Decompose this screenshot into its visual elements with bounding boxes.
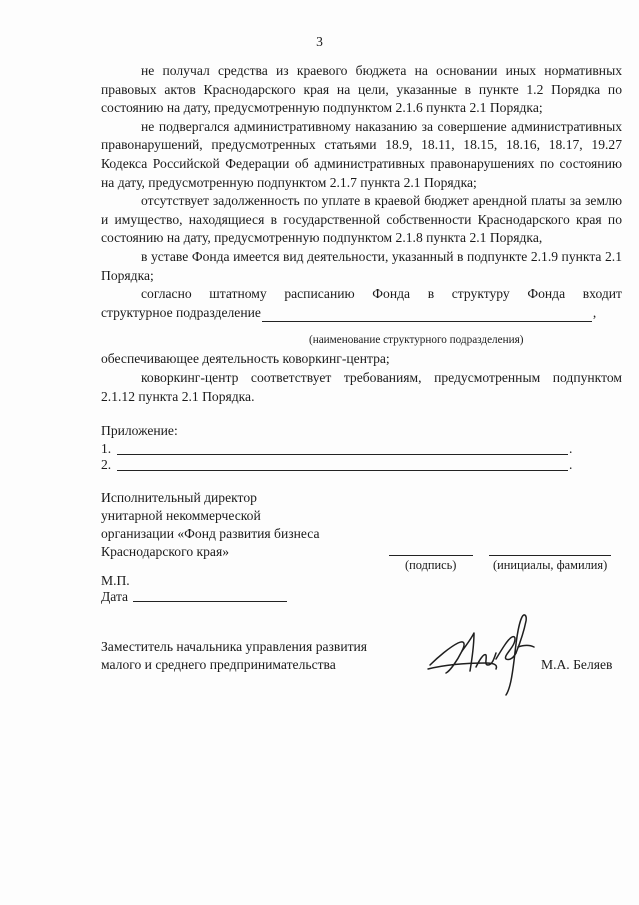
paragraph-budget-funds: не получал средства из краевого бюджета на основании иных нормативных правовых актов Краснодарского края на цели, указанные в пункте 1.2 Порядка по состоянию на дату, предусмотренную подпунктом 2.1.6 пункта 2.1 Порядка;	[101, 63, 622, 116]
structural-unit-field[interactable]	[262, 308, 592, 322]
appendix-item-number: 1.	[101, 441, 112, 456]
date-label: Дата	[101, 589, 129, 604]
initials-line[interactable]	[489, 555, 611, 556]
structural-unit-prefix: структурное подразделение	[101, 304, 261, 320]
handwritten-signature	[424, 603, 540, 699]
signature-line[interactable]	[389, 555, 473, 556]
director-title-line: организации «Фонд развития бизнеса	[101, 526, 320, 541]
director-title-line: Краснодарского края»	[101, 544, 230, 559]
paragraph-coworking-compliance: коворкинг-центр соответствует требованиям, предусмотренным подпунктом 2.1.12 пункта 2.1 Порядка.	[101, 370, 622, 404]
appendix-item-end: .	[569, 457, 573, 472]
structural-unit-suffix: ,	[592, 304, 597, 320]
appendix-item-end: .	[569, 441, 573, 456]
director-title-line: унитарной некоммерческой	[101, 508, 261, 523]
deputy-name: М.А. Беляев	[541, 657, 613, 672]
deputy-title-line: малого и среднего предпринимательства	[101, 657, 336, 672]
structural-unit-line	[101, 304, 622, 323]
paragraph-staff-schedule: согласно штатному расписанию Фонда в структуру Фонда входит	[141, 286, 622, 302]
signature-caption: (подпись)	[405, 558, 457, 572]
director-title-line: Исполнительный директор	[101, 490, 257, 505]
document-body	[101, 62, 622, 322]
compliance-block	[101, 369, 622, 406]
paragraph-charter-activity: в уставе Фонда имеется вид деятельности, указанный в подпункте 2.1.9 пункта 2.1 Порядка;	[101, 248, 622, 283]
structural-unit-caption: (наименование структурного подразделения)	[309, 334, 524, 346]
deputy-title-line: Заместитель начальника управления развития	[101, 639, 368, 654]
appendix-item-number: 2.	[101, 457, 112, 472]
date-field-line[interactable]	[133, 601, 287, 602]
paragraph-administrative-penalty: не подвергался административному наказанию за совершение административных правонарушений, предусмотренных статьями 18.9, 18.11, 18.15, 18.16, 18.17, 19.27 Кодекса Российской Федерации об административных правонарушениях по состоянию на дату, предусмотренную подпунктом 2.1.7 пункта 2.1 Порядка;	[101, 118, 622, 190]
appendix-item-line[interactable]	[117, 470, 568, 471]
stamp-label: М.П.	[101, 573, 130, 588]
appendix-title: Приложение:	[101, 423, 178, 438]
appendix-item-line[interactable]	[117, 454, 568, 455]
coworking-line: обеспечивающее деятельность коворкинг-центра;	[101, 351, 390, 366]
paragraph-rent-debt: отсутствует задолженность по уплате в краевой бюджет арендной платы за землю и имущество, находящиеся в государственной собственности Краснодарского края по состоянию на дату, предусмотренную подпунктом 2.1.8 пункта 2.1 Порядка,	[101, 193, 622, 246]
initials-caption: (инициалы, фамилия)	[493, 558, 608, 572]
page-number: 3	[316, 34, 323, 49]
